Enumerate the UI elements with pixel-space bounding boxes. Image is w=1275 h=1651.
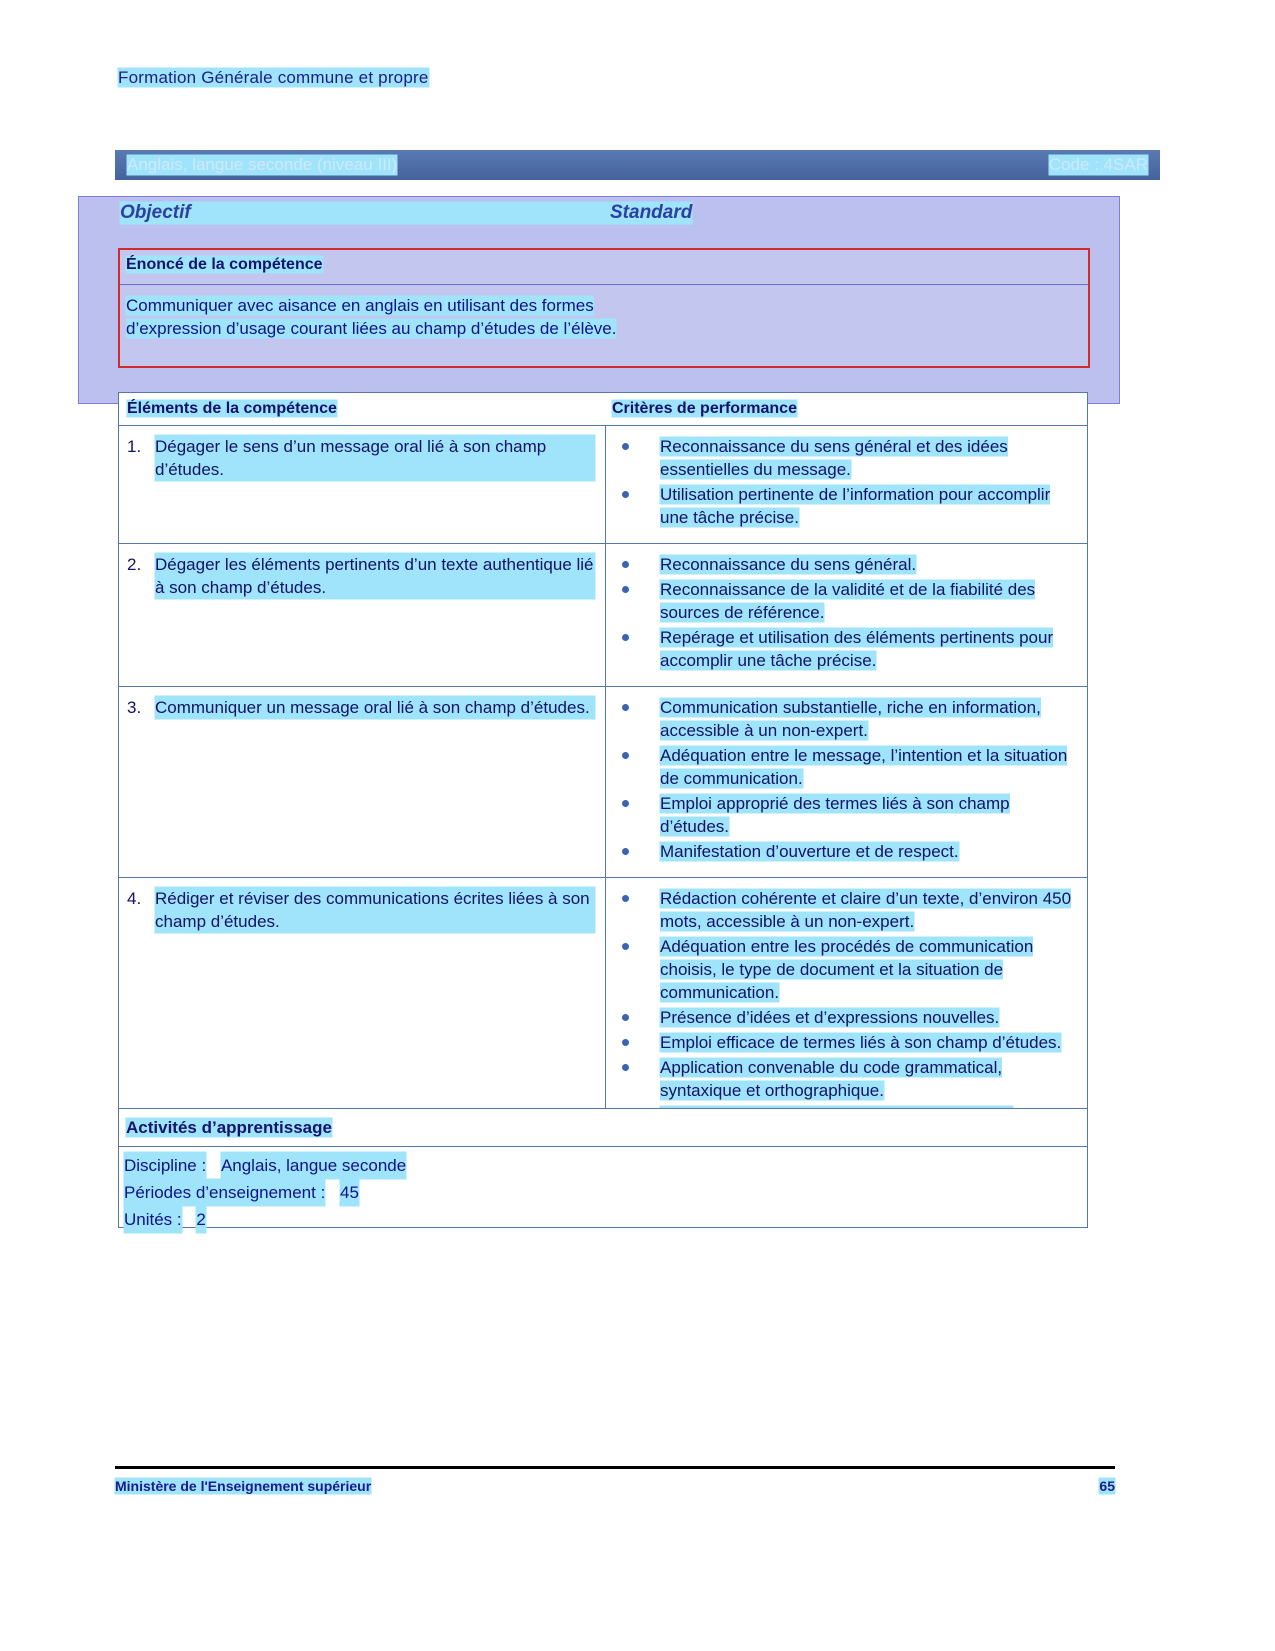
element-number: 4. [127,889,142,908]
bullet-icon [622,586,629,593]
page-number: 65 [1099,1478,1115,1494]
list-item: Reconnaissance du sens général. [614,553,1079,576]
element-number: 3. [127,698,142,717]
activity-line [124,1152,824,1179]
table-row [119,878,1087,1141]
criteria-cell [606,687,1087,877]
bullet-icon [622,634,629,641]
element-number: 2. [127,555,142,574]
element-text: Dégager les éléments pertinents d’un texte authentique lié à son champ d’études. [155,555,594,597]
list-item: Emploi approprié des termes liés à son champ d’études. [614,792,1079,838]
list-item: Emploi efficace de termes liés à son champ d’études. [614,1031,1079,1054]
bullet-icon [622,443,629,450]
learning-activities-divider [119,1146,1087,1147]
activity-label: Unités : [124,1206,182,1233]
activity-value: Anglais, langue seconde [221,1152,406,1179]
table-header-row [119,393,1087,426]
element-cell [119,878,606,1141]
bullet-icon [622,943,629,950]
footer-ministry: Ministère de l'Enseignement supérieur [115,1478,372,1494]
bullet-icon [622,895,629,902]
list-item: Présence d’idées et d’expressions nouvelles. [614,1006,1079,1029]
element-text: Dégager le sens d’un message oral lié à son champ d’études. [155,435,595,481]
learning-activities-lines [124,1152,824,1233]
bullet-icon [622,704,629,711]
objective-standard-headings [120,202,1120,224]
criteria-cell [606,426,1087,543]
list-item: Manifestation d’ouverture et de respect. [614,840,1079,863]
page-footer [115,1478,1115,1494]
footer-divider [115,1466,1115,1469]
criteria-list [614,553,1079,672]
competency-table [118,392,1088,1142]
criteria-cell [606,878,1087,1141]
list-item: Adéquation entre les procédés de communication choisis, le type de document et la situation de communication. [614,935,1079,1004]
element-number: 1. [127,437,142,456]
table-header-elements: Éléments de la compétence [127,400,337,417]
element-cell [119,426,606,543]
learning-activities-title: Activités d’apprentissage [126,1118,332,1137]
objectif-heading: Objectif [120,202,610,224]
enonce-divider [120,284,1088,285]
activity-label: Périodes d’enseignement : [124,1179,325,1206]
criteria-list [614,887,1079,1127]
element-text: Rédiger et réviser des communications écrites liées à son champ d’études. [155,887,595,933]
list-item: Utilisation pertinente de l’information pour accomplir une tâche précise. [614,483,1079,529]
list-item: Application convenable du code grammatical, syntaxique et orthographique. [614,1056,1079,1102]
criteria-cell [606,544,1087,686]
bullet-icon [622,491,629,498]
enonce-title: Énoncé de la compétence [126,256,323,273]
table-row [119,687,1087,878]
list-item: Repérage et utilisation des éléments pertinents pour accomplir une tâche précise. [614,626,1079,672]
bullet-icon [622,752,629,759]
element-cell [119,687,606,877]
competency-code: Code : 4SAR [1048,155,1148,174]
competency-title: Anglais, langue seconde (niveau III) [127,155,398,174]
activity-line [124,1206,824,1233]
enonce-text: Communiquer avec aisance en anglais en utilisant des formes d’expression d’usage courant liées au champ d’études de l’élève. [126,296,617,338]
criteria-list [614,435,1079,529]
activity-value: 2 [196,1206,205,1233]
table-row [119,426,1087,544]
bullet-icon [622,1039,629,1046]
element-text: Communiquer un message oral lié à son champ d’études. [155,696,595,719]
competency-title-bar [115,150,1160,180]
list-item: Communication substantielle, riche en information, accessible à un non-expert. [614,696,1079,742]
page-header-note [118,68,429,88]
table-row [119,544,1087,687]
standard-heading: Standard [610,202,693,223]
table-header-criteria: Critères de performance [612,400,797,417]
bullet-icon [622,1064,629,1071]
bullet-icon [622,561,629,568]
criteria-list [614,696,1079,863]
list-item: Rédaction cohérente et claire d’un texte, d’environ 450 mots, accessible à un non-expert. [614,887,1079,933]
list-item: Reconnaissance de la validité et de la fiabilité des sources de référence. [614,578,1079,624]
bullet-icon [622,848,629,855]
element-cell [119,544,606,686]
activity-label: Discipline : [124,1152,206,1179]
activity-line [124,1179,824,1206]
activity-value: 45 [340,1179,359,1206]
list-item: Adéquation entre le message, l’intention et la situation de communication. [614,744,1079,790]
header-note-text: Formation Générale commune et propre [118,68,429,87]
list-item: Reconnaissance du sens général et des idées essentielles du message. [614,435,1079,481]
bullet-icon [622,1014,629,1021]
bullet-icon [622,800,629,807]
